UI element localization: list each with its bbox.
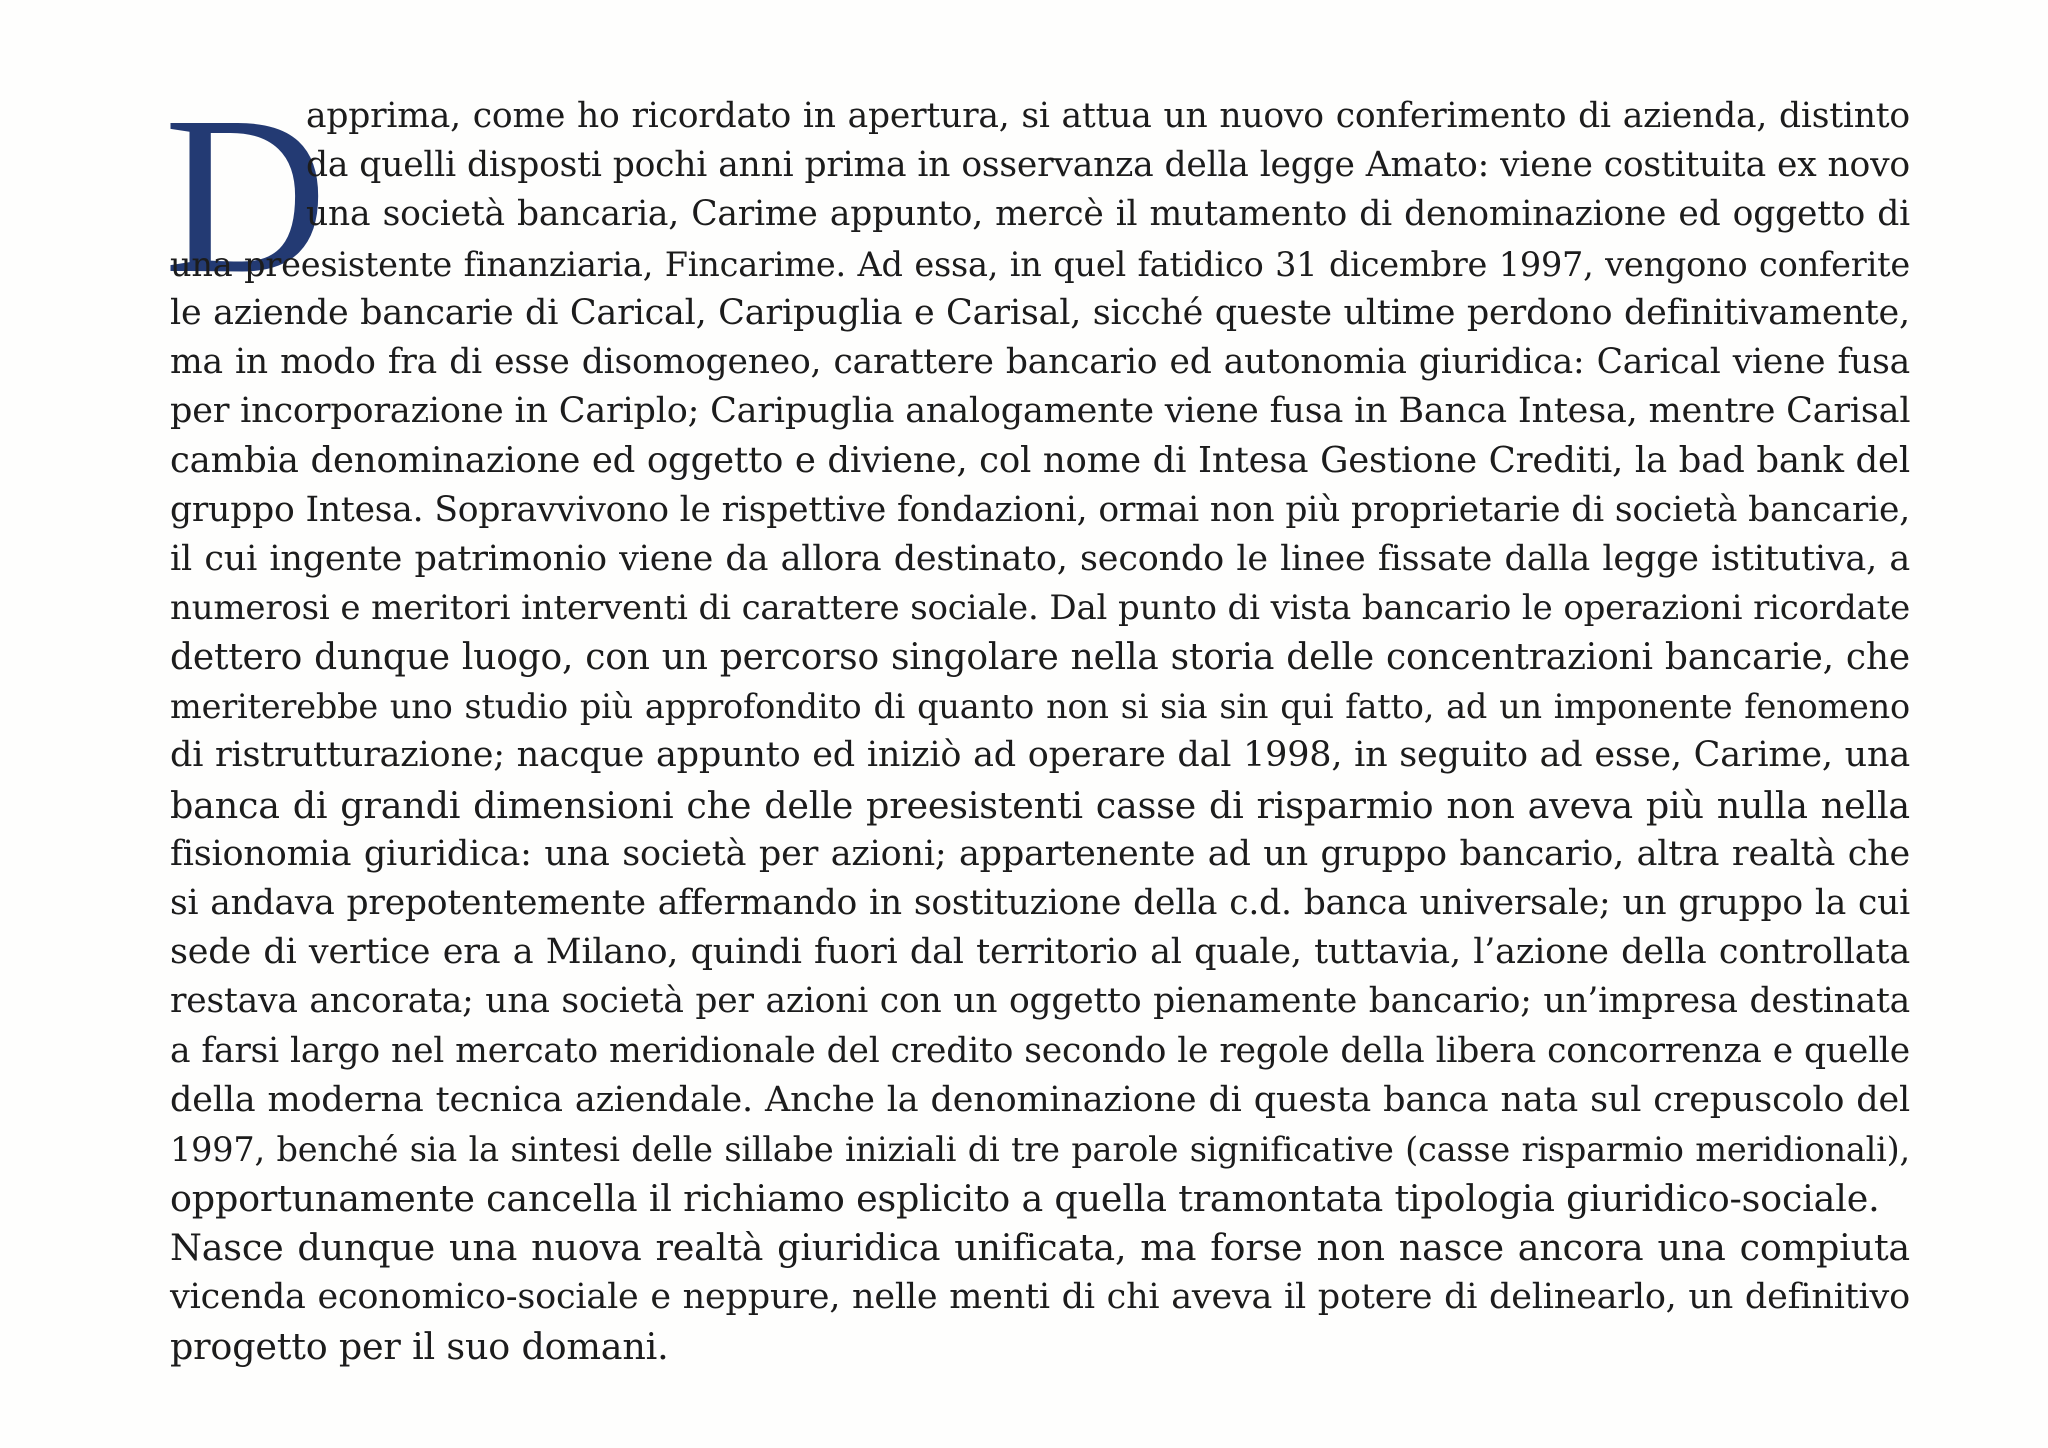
text-line: restava ancorata; una società per azioni con un oggetto pienamente bancario; un’impresa destinata — [170, 981, 1910, 1022]
text-line: meriterebbe uno studio più approfondito di quanto non si sia sin qui fatto, ad un imponente fenomeno — [170, 687, 1910, 727]
text-line: le aziende bancarie di Carical, Caripuglia e Carisal, sicché queste ultime perdono definitivamente, — [170, 292, 1910, 333]
drop-cap-letter: D — [164, 70, 328, 320]
text-line: una preesistente finanziaria, Fincarime. Ad essa, in quel fatidico 31 dicembre 1997, vengono conferite — [170, 244, 1910, 284]
text-line: una società bancaria, Carime appunto, mercè il mutamento di denominazione ed oggetto di — [306, 194, 1910, 235]
text-line: apprima, come ho ricordato in apertura, si attua un nuovo conferimento di azienda, distinto — [306, 96, 1910, 136]
text-line: il cui ingente patrimonio viene da allora destinato, secondo le linee fissate dalla legge istitutiva, a — [170, 538, 1910, 579]
text-line: di ristrutturazione; nacque appunto ed iniziò ad operare dal 1998, in seguito ad esse, Carime, una — [170, 735, 1910, 776]
text-line: sede di vertice era a Milano, quindi fuori dal territorio al quale, tuttavia, l’azione della controllata — [170, 932, 1910, 973]
text-line: ma in modo fra di esse disomogeneo, carattere bancario ed autonomia giuridica: Carical viene fusa — [170, 341, 1910, 382]
body-paragraph — [170, 92, 1910, 1371]
text-line: banca di grandi dimensioni che delle preesistenti casse di risparmio non aveva più nulla nella — [170, 783, 1910, 827]
text-line: fisionomia giuridica: una società per azioni; appartenente ad un gruppo bancario, altra realtà che — [170, 833, 1910, 874]
text-line: vicenda economico-sociale e neppure, nelle menti di chi aveva il potere di delinearlo, un definitivo — [170, 1276, 1910, 1317]
text-line: opportunamente cancella il richiamo esplicito a quella tramontata tipologia giuridico-sociale. — [170, 1177, 1880, 1221]
text-line: da quelli disposti pochi anni prima in osservanza della legge Amato: viene costituita ex novo — [306, 145, 1910, 186]
text-line: a farsi largo nel mercato meridionale del credito secondo le regole della libera concorrenza e quelle — [170, 1030, 1910, 1071]
text-line: numerosi e meritori interventi di carattere sociale. Dal punto di vista bancario le operazioni ricordate — [170, 587, 1910, 628]
text-line: dettero dunque luogo, con un percorso singolare nella storia delle concentrazioni bancarie, che — [170, 637, 1910, 679]
text-line: cambia denominazione ed oggetto e diviene, col nome di Intesa Gestione Crediti, la bad bank del — [170, 440, 1910, 482]
text-line: gruppo Intesa. Sopravvivono le rispettive fondazioni, ormai non più proprietarie di società bancarie, — [170, 489, 1910, 530]
text-line: si andava prepotentemente affermando in sostituzione della c.d. banca universale; un gruppo la cui — [170, 883, 1910, 923]
text-line: della moderna tecnica aziendale. Anche la denominazione di questa banca nata sul crepuscolo del — [170, 1079, 1910, 1120]
text-line: 1997, benché sia la sintesi delle sillabe iniziali di tre parole significative (casse risparmio meridionali), — [170, 1129, 1910, 1169]
text-line: Nasce dunque una nuova realtà giuridica unificata, ma forse non nasce ancora una compiuta — [170, 1226, 1910, 1270]
text-line: per incorporazione in Cariplo; Caripuglia analogamente viene fusa in Banca Intesa, mentre Carisal — [170, 391, 1911, 432]
text-line: progetto per il suo domani. — [170, 1324, 669, 1368]
